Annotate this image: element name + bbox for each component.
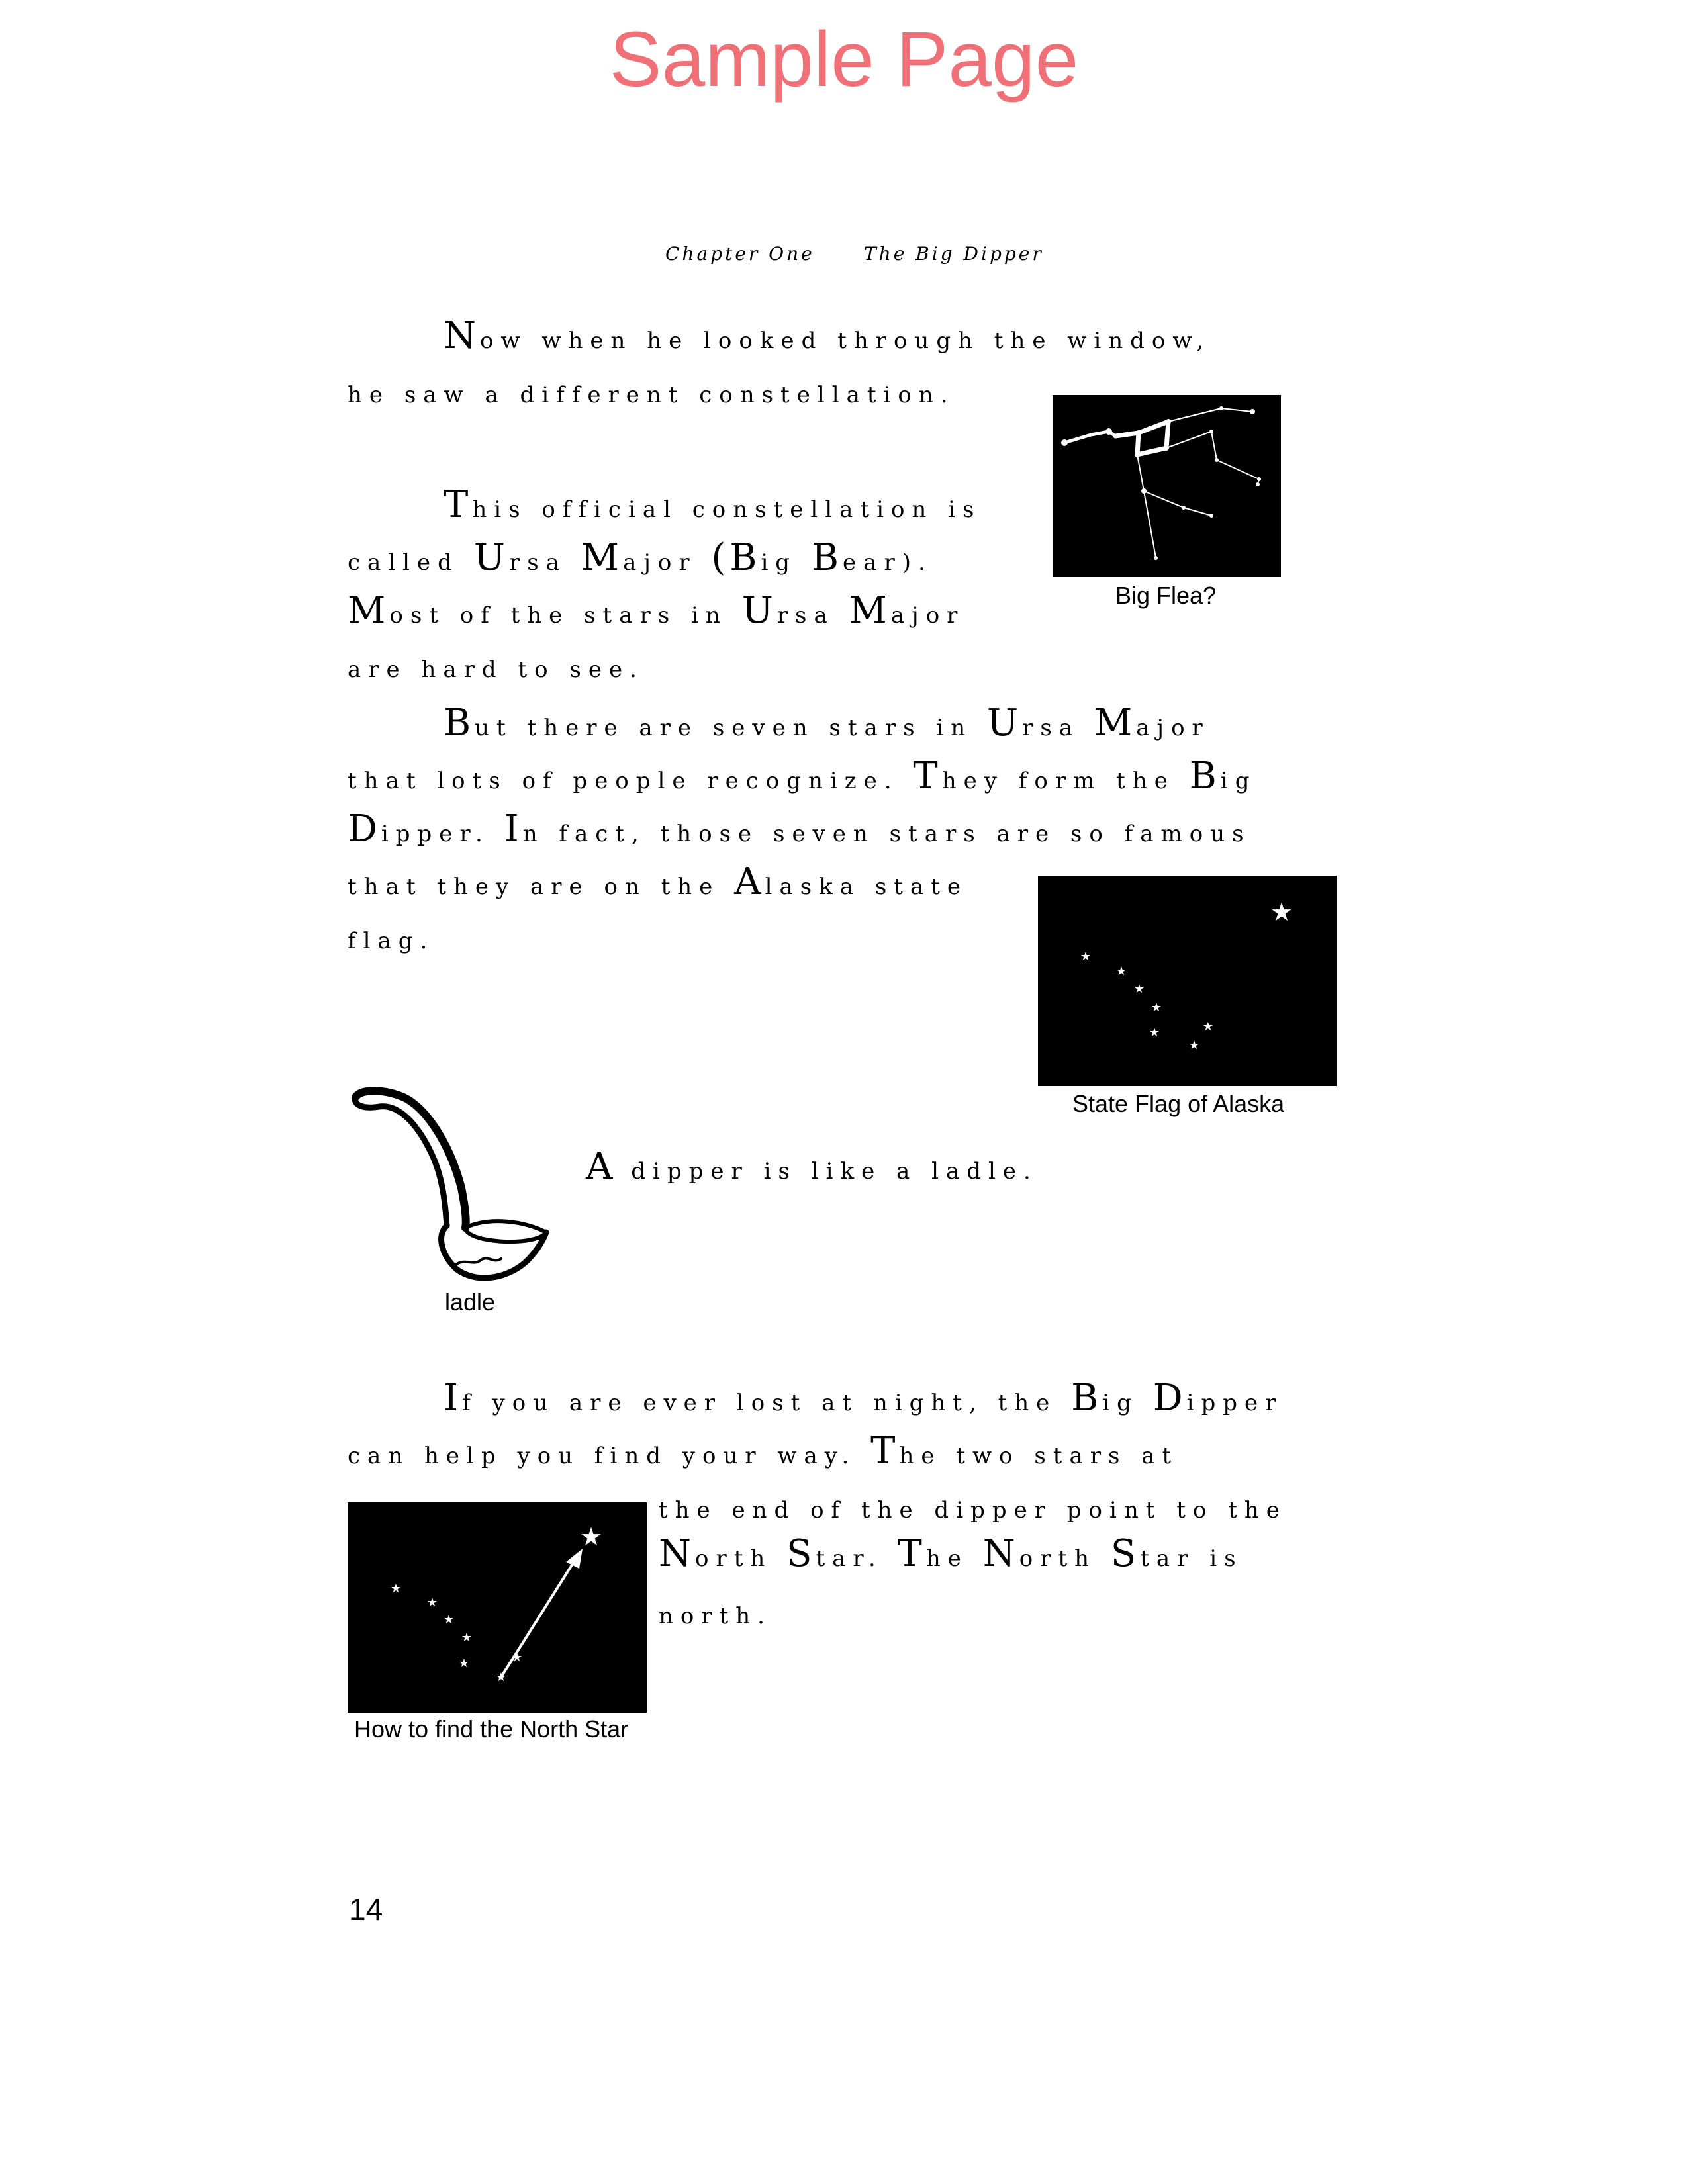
constellation-drawing xyxy=(1053,395,1281,577)
star-icon: ★ xyxy=(461,1631,473,1645)
star-icon: ★ xyxy=(390,1582,402,1596)
ladle-caption: ladle xyxy=(445,1289,496,1316)
star-icon: ★ xyxy=(443,1613,455,1627)
text-line: that they are on the Alaska state xyxy=(348,860,968,903)
north-star-icon: ★ xyxy=(1270,897,1293,927)
page-number: 14 xyxy=(349,1892,383,1927)
text-line: A dipper is like a ladle. xyxy=(586,1145,1038,1188)
chapter-title: The Big Dipper xyxy=(864,243,1044,265)
alaska-flag-caption: State Flag of Alaska xyxy=(1072,1090,1285,1117)
text-line: he saw a different constellation. xyxy=(348,382,955,408)
text-line: north. xyxy=(659,1603,772,1629)
ladle-drawing xyxy=(348,1085,569,1291)
alaska-flag-stars xyxy=(1038,876,1337,1086)
chapter-label: Chapter One xyxy=(665,243,815,265)
star-icon: ★ xyxy=(426,1596,438,1610)
star-icon: ★ xyxy=(511,1651,523,1664)
star-icon: ★ xyxy=(1150,1001,1162,1015)
star-icon: ★ xyxy=(458,1657,470,1670)
ladle-image xyxy=(348,1085,569,1291)
text-line: the end of the dipper point to the xyxy=(659,1497,1287,1524)
ursa-major-image xyxy=(1053,395,1281,577)
star-icon: ★ xyxy=(1115,964,1127,978)
north-star-caption: How to find the North Star xyxy=(354,1715,629,1743)
text-line: can help you find your way. The two stars at xyxy=(348,1430,1179,1473)
text-line: North Star. The North Star is xyxy=(659,1532,1243,1575)
north-star-diagram xyxy=(348,1502,647,1713)
text-line: called Ursa Major (Big Bear). xyxy=(348,536,933,579)
text-line: Dipper. In fact, those seven stars are so famous xyxy=(348,807,1251,850)
big-flea-caption: Big Flea? xyxy=(1115,582,1217,609)
text-line: that lots of people recognize. They form the Big xyxy=(348,754,1257,797)
sample-watermark: Sample Page xyxy=(609,16,1079,103)
text-line: Now when he looked through the window, xyxy=(444,314,1211,357)
text-line: flag. xyxy=(348,928,435,954)
text-line: This official constellation is xyxy=(444,483,982,526)
north-star-image xyxy=(348,1502,647,1713)
star-icon: ★ xyxy=(1188,1038,1200,1052)
arrow-head-icon xyxy=(566,1549,583,1569)
text-line: are hard to see. xyxy=(348,657,644,683)
star-icon: ★ xyxy=(1080,950,1092,964)
text-line: If you are ever lost at night, the Big Dipper xyxy=(444,1377,1284,1420)
star-icon: ★ xyxy=(495,1670,507,1684)
text-line: But there are seven stars in Ursa Major xyxy=(444,702,1210,745)
text-line: Most of the stars in Ursa Major xyxy=(348,589,965,632)
star-icon: ★ xyxy=(1133,982,1145,996)
star-icon: ★ xyxy=(1202,1020,1214,1034)
star-icon: ★ xyxy=(1149,1026,1160,1040)
north-star-icon: ★ xyxy=(579,1522,603,1551)
alaska-flag-image xyxy=(1038,876,1337,1086)
